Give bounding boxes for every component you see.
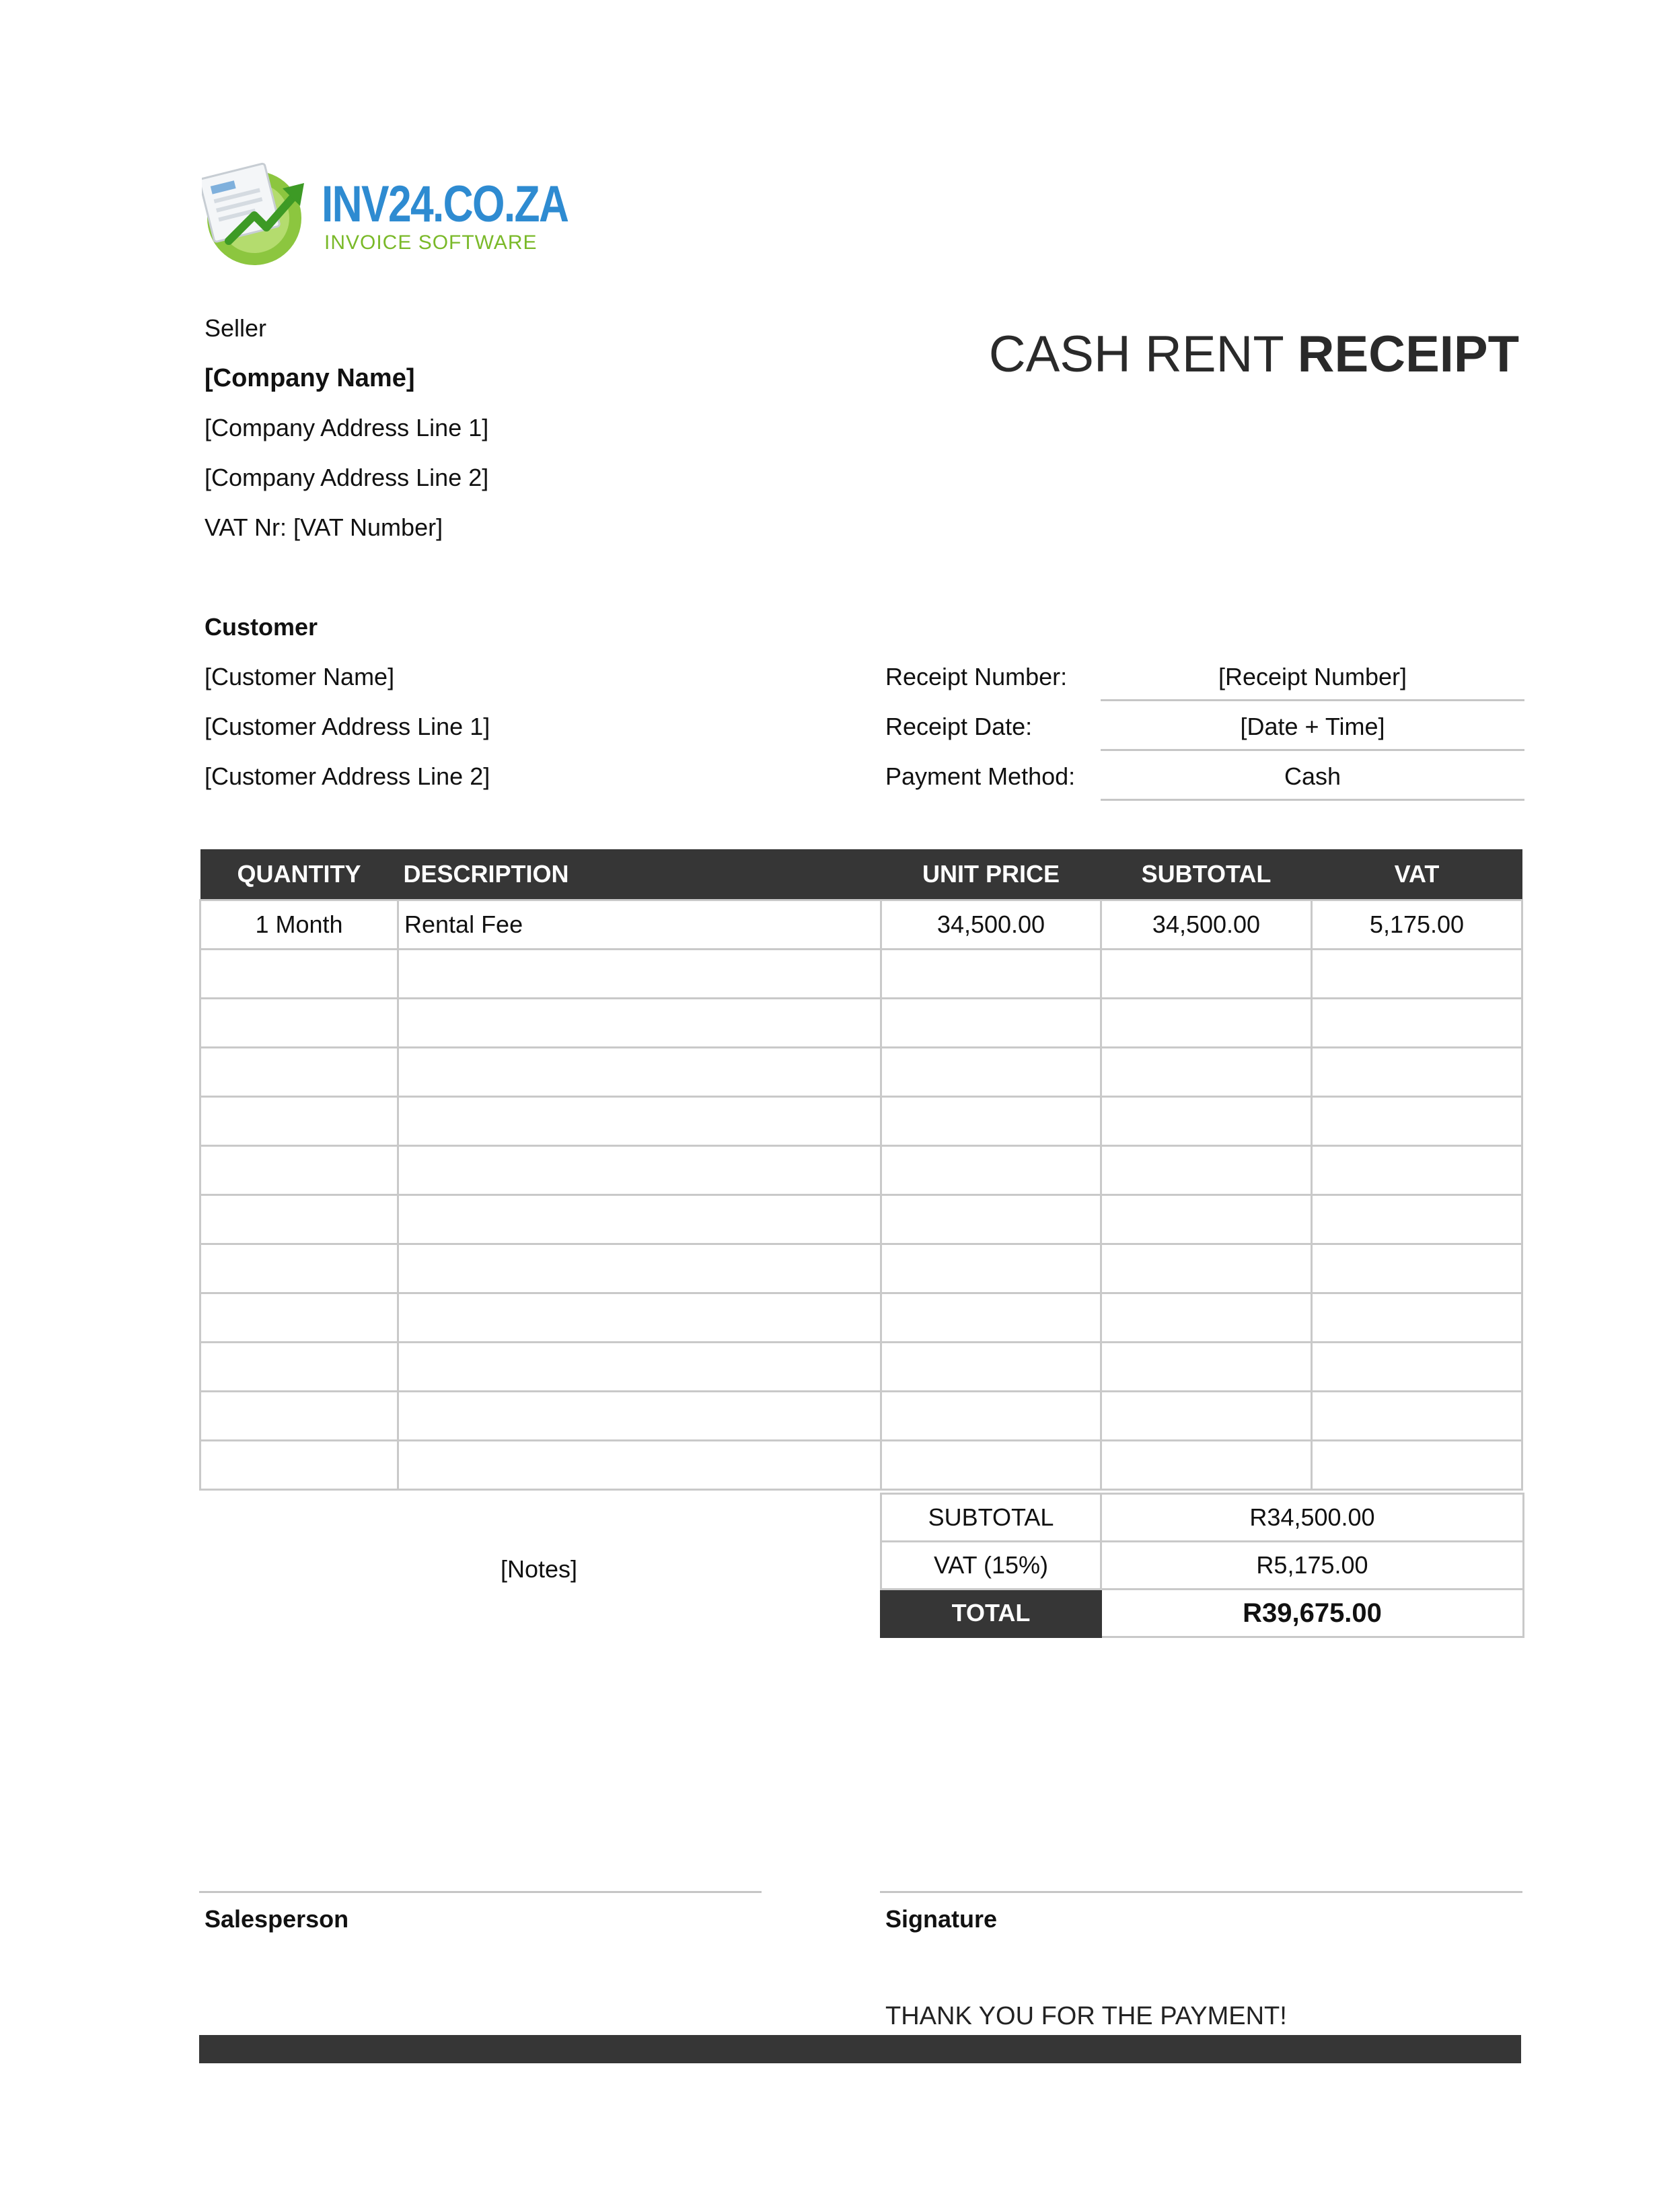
receipt-number-value: [Receipt Number] <box>1218 663 1407 690</box>
table-row <box>200 1195 1522 1244</box>
item-unit-price: 34,500.00 <box>881 900 1101 950</box>
item-vat: 5,175.00 <box>1312 900 1522 950</box>
vat-row <box>881 1542 1524 1590</box>
vat-value: R5,175.00 <box>1101 1542 1524 1590</box>
table-header-row <box>200 849 1522 900</box>
item-quantity: 1 Month <box>200 900 398 950</box>
table-row <box>200 1293 1522 1343</box>
subtotal-row <box>881 1494 1524 1542</box>
column-header-description: DESCRIPTION <box>398 849 881 900</box>
title-bold: RECEIPT <box>1297 326 1519 383</box>
customer-heading: Customer <box>205 613 318 641</box>
vat-label: VAT (15%) <box>881 1542 1101 1590</box>
divider <box>1101 749 1524 751</box>
column-header-vat: VAT <box>1312 849 1522 900</box>
table-row <box>200 900 1522 950</box>
column-header-quantity: QUANTITY <box>200 849 398 900</box>
subtotal-label: SUBTOTAL <box>881 1494 1101 1542</box>
chart-arrow-icon <box>202 160 316 268</box>
receipt-date-label: Receipt Date: <box>885 713 1033 740</box>
company-logo <box>202 160 568 268</box>
receipt-number-label: Receipt Number: <box>885 663 1068 690</box>
divider <box>1101 699 1524 701</box>
table-row <box>200 950 1522 999</box>
signature-label: Signature <box>885 1905 998 1933</box>
payment-method-label: Payment Method: <box>885 762 1076 790</box>
table-row <box>200 1392 1522 1441</box>
table-row <box>200 1441 1522 1490</box>
salesperson-signature-line <box>199 1891 762 1893</box>
total-label: TOTAL <box>881 1590 1101 1637</box>
total-value: R39,675.00 <box>1101 1590 1524 1637</box>
table-row <box>200 1048 1522 1097</box>
seller-company-name: [Company Name] <box>205 364 415 392</box>
document-title <box>989 324 1519 385</box>
column-header-unit-price: UNIT PRICE <box>881 849 1101 900</box>
seller-address-line-1: [Company Address Line 1] <box>205 414 489 441</box>
subtotal-value: R34,500.00 <box>1101 1494 1524 1542</box>
footer-bar <box>199 2035 1521 2063</box>
customer-address-line-1: [Customer Address Line 1] <box>205 713 490 740</box>
table-row <box>200 1343 1522 1392</box>
seller-heading: Seller <box>205 314 267 342</box>
items-table <box>199 849 1523 1491</box>
table-row <box>200 1146 1522 1195</box>
logo-tagline: INVOICE SOFTWARE <box>324 231 538 254</box>
seller-vat-number: VAT Nr: [VAT Number] <box>205 513 443 541</box>
table-row <box>200 999 1522 1048</box>
customer-name: [Customer Name] <box>205 663 395 690</box>
customer-address-line-2: [Customer Address Line 2] <box>205 762 490 790</box>
signature-line <box>880 1891 1522 1893</box>
receipt-date-value: [Date + Time] <box>1240 713 1385 740</box>
column-header-subtotal: SUBTOTAL <box>1101 849 1312 900</box>
notes-text: [Notes] <box>501 1555 578 1583</box>
table-row <box>200 1244 1522 1293</box>
item-subtotal: 34,500.00 <box>1101 900 1312 950</box>
seller-address-line-2: [Company Address Line 2] <box>205 464 489 491</box>
thank-you-message: THANK YOU FOR THE PAYMENT! <box>885 2002 1287 2030</box>
totals-table <box>880 1493 1524 1638</box>
title-light: CASH RENT <box>988 326 1284 383</box>
logo-brand-text: INV24.CO.ZA <box>322 176 568 233</box>
item-description: Rental Fee <box>398 900 881 950</box>
salesperson-label: Salesperson <box>205 1905 349 1933</box>
divider <box>1101 799 1524 801</box>
total-row <box>881 1590 1524 1637</box>
table-row <box>200 1097 1522 1146</box>
payment-method-value: Cash <box>1284 762 1341 790</box>
